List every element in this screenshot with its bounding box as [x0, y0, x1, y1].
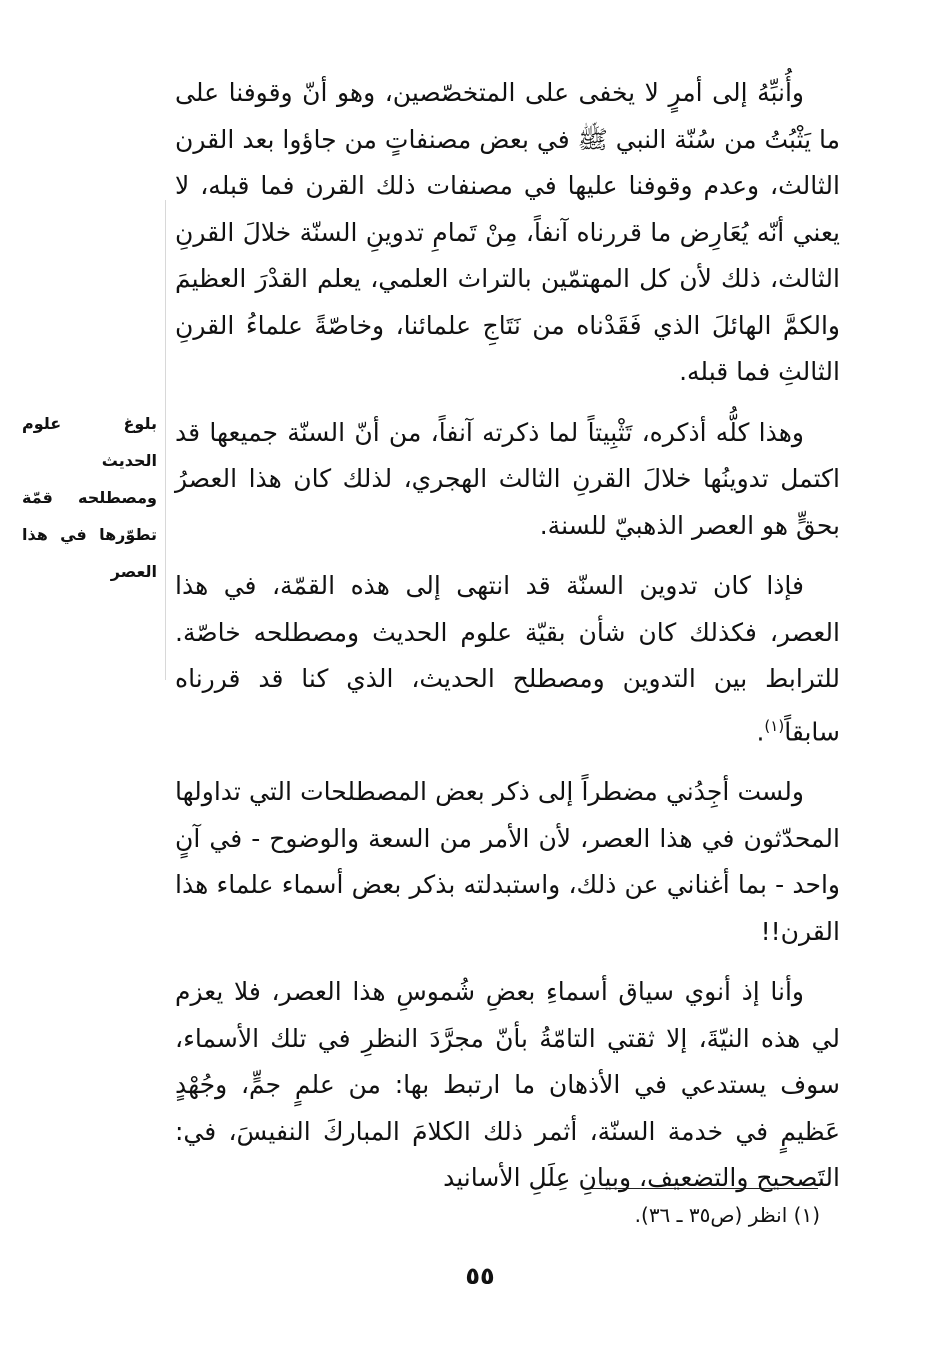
footnote: (١) انظر (ص٣٥ ـ ٣٦). — [634, 1203, 820, 1227]
paragraph-5: وأنا إذ أنوي سياق أسماءِ بعضِ شُموسِ هذا العصر، فلا يعزم لي هذه النيّةَ، إلا ثقتي التامّةُ بأنّ مجرَّدَ النظرِ في تلك الأسماء، سوف يستدعي في الأذهان ما ارتبط بها: من علمٍ جمٍّ، وجُهْدٍ عَظيمٍ في خدمة السنّة، أثمر ذلك الكلامَ المباركَ النفيسَ، في: التَصحيح والتضعيف، وبيانِ عِلَلِ الأسانيد — [175, 977, 840, 1193]
paragraph-4: ولست أجِدُني مضطراً إلى ذكر بعض المصطلحات التي تداولها المحدّثون في هذا العصر، لأن الأمر من السعة والوضوح - في آنٍ واحد - بما أغناني عن ذلك، واستبدلته بذكر بعض أسماء علماء هذا القرن!! — [175, 777, 840, 946]
paragraph-1: وأُنبِّهُ إلى أمرٍ لا يخفى على المتخصّصين، وهو أنّ وقوفنا على ما يَثْبُتُ من سُنّة النبي ﷺ في بعض مصنفاتٍ من جاؤوا بعد القرن الثالث، وعدم وقوفنا عليها في مصنفات ذلك القرن فما قبله، لا يعني أنّه يُعَارِض ما قررناه آنفاً، مِنْ تَمامِ تدوينِ السنّة خلالَ القرنِ الثالث، ذلك لأن كل المهتمّين بالتراث العلمي، يعلم القدْرَ العظيمَ والكمَّ الهائلَ الذي فَقَدْناه من نَتَاجِ علمائنا، وخاصّةً علماءُ القرنِ الثالثِ فما قبله. — [175, 78, 840, 386]
main-text — [175, 70, 840, 1202]
side-note: بلوغ علوم الحديث ومصطلحه قمّة تطوّرها في هذا العصر — [22, 414, 157, 581]
paragraph-3 — [175, 563, 840, 755]
footnote-rule — [590, 1188, 818, 1189]
footnote-reference[interactable]: (١) — [764, 716, 785, 735]
margin-line — [165, 200, 166, 680]
paragraph-3-text: فإذا كان تدوين السنّة قد انتهى إلى هذه القمّة، في هذا العصر، فكذلك كان شأن بقيّة علوم الحديث ومصطلحه خاصّة. للترابط بين التدوين ومصطلح الحديث، الذي كنا قد قررناه سابقاً — [175, 571, 840, 746]
paragraph-2: وهذا كلُّه أذكره، تَثْبِيتاً لما ذكرته آنفاً، من أنّ السنّة جميعها قد اكتمل تدوينُها خلالَ القرنِ الثالث الهجري، لذلك كان هذا العصرُ بحقٍّ هو العصر الذهبيّ للسنة. — [175, 417, 840, 540]
page-number: ٥٥ — [465, 1262, 495, 1290]
paragraph-3-end: . — [756, 716, 765, 746]
